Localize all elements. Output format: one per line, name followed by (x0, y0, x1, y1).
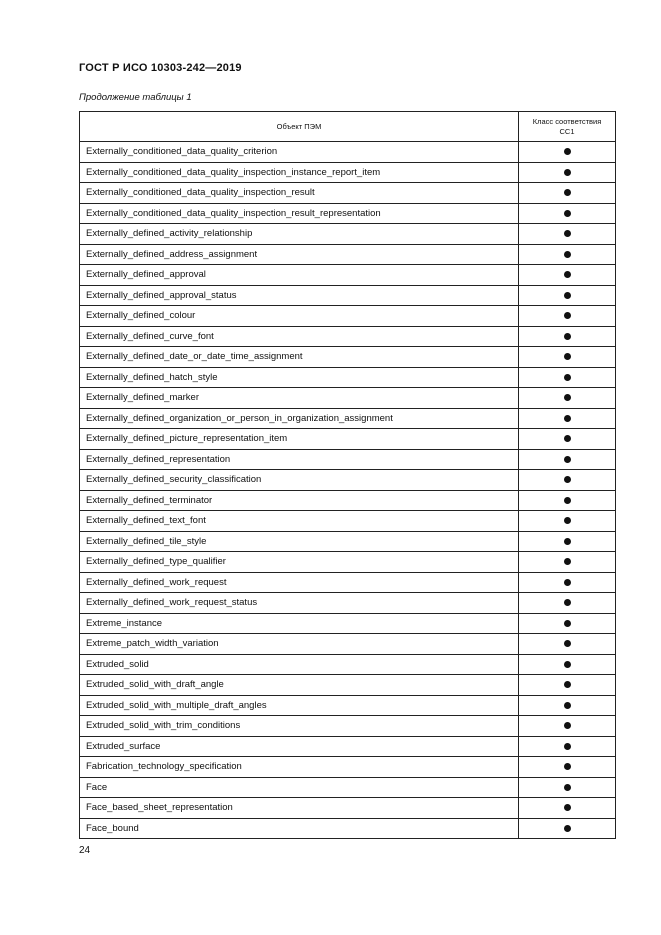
object-name-cell: Extruded_solid_with_draft_angle (80, 675, 519, 696)
filled-circle-icon (564, 456, 571, 463)
filled-circle-icon (564, 681, 571, 688)
filled-circle-icon (564, 599, 571, 606)
filled-circle-icon (564, 312, 571, 319)
conformance-mark-cell (519, 695, 616, 716)
conformance-mark-cell (519, 265, 616, 286)
object-name-cell: Face (80, 777, 519, 798)
table-row (80, 613, 616, 634)
table-row (80, 798, 616, 819)
table-row (80, 552, 616, 573)
table-row (80, 429, 616, 450)
object-name-cell: Externally_defined_hatch_style (80, 367, 519, 388)
object-name-cell: Externally_defined_activity_relationship (80, 224, 519, 245)
conformance-mark-cell (519, 306, 616, 327)
object-name-cell: Fabrication_technology_specification (80, 757, 519, 778)
object-name-cell: Externally_defined_terminator (80, 490, 519, 511)
table-row (80, 142, 616, 163)
object-name-cell: Extruded_solid (80, 654, 519, 675)
table-row (80, 367, 616, 388)
object-name-cell: Face_bound (80, 818, 519, 839)
filled-circle-icon (564, 743, 571, 750)
filled-circle-icon (564, 271, 571, 278)
object-name-cell: Externally_conditioned_data_quality_criterion (80, 142, 519, 163)
conformance-mark-cell (519, 224, 616, 245)
filled-circle-icon (564, 702, 571, 709)
page-number: 24 (79, 845, 91, 856)
filled-circle-icon (564, 333, 571, 340)
table-row (80, 675, 616, 696)
object-name-cell: Extruded_solid_with_trim_conditions (80, 716, 519, 737)
table-row (80, 531, 616, 552)
table-row (80, 695, 616, 716)
filled-circle-icon (564, 763, 571, 770)
filled-circle-icon (564, 804, 571, 811)
object-name-cell: Externally_conditioned_data_quality_inspection_result (80, 183, 519, 204)
object-name-cell: Externally_defined_curve_font (80, 326, 519, 347)
object-name-cell: Externally_defined_approval_status (80, 285, 519, 306)
object-name-cell: Externally_defined_approval (80, 265, 519, 286)
filled-circle-icon (564, 189, 571, 196)
conformance-mark-cell (519, 654, 616, 675)
conformance-mark-cell (519, 593, 616, 614)
filled-circle-icon (564, 579, 571, 586)
table-row (80, 572, 616, 593)
object-name-cell: Face_based_sheet_representation (80, 798, 519, 819)
object-name-cell: Extreme_patch_width_variation (80, 634, 519, 655)
table-row (80, 183, 616, 204)
conformance-mark-cell (519, 285, 616, 306)
table-row (80, 203, 616, 224)
conformance-mark-cell (519, 613, 616, 634)
table-row (80, 326, 616, 347)
table-row (80, 634, 616, 655)
filled-circle-icon (564, 210, 571, 217)
table-row (80, 470, 616, 491)
filled-circle-icon (564, 148, 571, 155)
conformance-mark-cell (519, 429, 616, 450)
conformance-mark-cell (519, 162, 616, 183)
filled-circle-icon (564, 435, 571, 442)
table-row (80, 716, 616, 737)
filled-circle-icon (564, 394, 571, 401)
object-name-cell: Extruded_surface (80, 736, 519, 757)
conformance-mark-cell (519, 552, 616, 573)
conformance-mark-cell (519, 572, 616, 593)
conformance-mark-cell (519, 818, 616, 839)
object-name-cell: Extreme_instance (80, 613, 519, 634)
object-name-cell: Externally_defined_text_font (80, 511, 519, 532)
filled-circle-icon (564, 251, 571, 258)
conformance-mark-cell (519, 531, 616, 552)
filled-circle-icon (564, 353, 571, 360)
table-row (80, 408, 616, 429)
conformance-mark-cell (519, 634, 616, 655)
filled-circle-icon (564, 415, 571, 422)
table-row (80, 162, 616, 183)
object-name-cell: Externally_defined_representation (80, 449, 519, 470)
conformance-mark-cell (519, 244, 616, 265)
table-row (80, 285, 616, 306)
filled-circle-icon (564, 169, 571, 176)
object-name-cell: Externally_defined_security_classification (80, 470, 519, 491)
document-standard-header: ГОСТ Р ИСО 10303-242—2019 (79, 62, 242, 74)
table-row (80, 306, 616, 327)
filled-circle-icon (564, 620, 571, 627)
table-caption: Продолжение таблицы 1 (79, 92, 192, 103)
conformance-mark-cell (519, 326, 616, 347)
conformance-mark-cell (519, 347, 616, 368)
filled-circle-icon (564, 784, 571, 791)
table-row (80, 818, 616, 839)
filled-circle-icon (564, 640, 571, 647)
conformance-mark-cell (519, 470, 616, 491)
table-row (80, 757, 616, 778)
filled-circle-icon (564, 374, 571, 381)
filled-circle-icon (564, 517, 571, 524)
conformance-table (79, 111, 616, 839)
column-header-object: Объект ПЭМ (80, 112, 519, 142)
conformance-mark-cell (519, 675, 616, 696)
table-row (80, 654, 616, 675)
filled-circle-icon (564, 292, 571, 299)
conformance-mark-cell (519, 203, 616, 224)
conformance-mark-cell (519, 798, 616, 819)
conformance-mark-cell (519, 388, 616, 409)
object-name-cell: Externally_defined_tile_style (80, 531, 519, 552)
conformance-mark-cell (519, 367, 616, 388)
table-row (80, 265, 616, 286)
object-name-cell: Externally_defined_picture_representation_item (80, 429, 519, 450)
filled-circle-icon (564, 497, 571, 504)
conformance-mark-cell (519, 183, 616, 204)
conformance-mark-cell (519, 777, 616, 798)
object-name-cell: Externally_conditioned_data_quality_inspection_result_representation (80, 203, 519, 224)
table-row (80, 347, 616, 368)
table-row (80, 224, 616, 245)
column-header-conformance-class-line1: Класс соответствия (532, 116, 602, 126)
filled-circle-icon (564, 661, 571, 668)
object-name-cell: Externally_defined_date_or_date_time_assignment (80, 347, 519, 368)
conformance-mark-cell (519, 449, 616, 470)
conformance-mark-cell (519, 511, 616, 532)
object-name-cell: Extruded_solid_with_multiple_draft_angles (80, 695, 519, 716)
table-row (80, 490, 616, 511)
filled-circle-icon (564, 538, 571, 545)
object-name-cell: Externally_defined_colour (80, 306, 519, 327)
table-row (80, 449, 616, 470)
object-name-cell: Externally_defined_address_assignment (80, 244, 519, 265)
filled-circle-icon (564, 722, 571, 729)
object-name-cell: Externally_defined_marker (80, 388, 519, 409)
filled-circle-icon (564, 476, 571, 483)
filled-circle-icon (564, 230, 571, 237)
object-name-cell: Externally_defined_work_request_status (80, 593, 519, 614)
object-name-cell: Externally_defined_work_request (80, 572, 519, 593)
table-row (80, 244, 616, 265)
column-header-conformance-class-line2: СС1 (559, 126, 575, 136)
table-row (80, 736, 616, 757)
table-row (80, 388, 616, 409)
filled-circle-icon (564, 558, 571, 565)
conformance-mark-cell (519, 716, 616, 737)
conformance-mark-cell (519, 757, 616, 778)
column-header-conformance-class (519, 112, 616, 142)
filled-circle-icon (564, 825, 571, 832)
conformance-mark-cell (519, 408, 616, 429)
object-name-cell: Externally_defined_organization_or_person_in_organization_assignment (80, 408, 519, 429)
conformance-mark-cell (519, 490, 616, 511)
conformance-mark-cell (519, 736, 616, 757)
object-name-cell: Externally_conditioned_data_quality_inspection_instance_report_item (80, 162, 519, 183)
table-header-row (80, 112, 616, 142)
table-row (80, 511, 616, 532)
table-row (80, 593, 616, 614)
table-body (80, 142, 616, 839)
object-name-cell: Externally_defined_type_qualifier (80, 552, 519, 573)
table-row (80, 777, 616, 798)
conformance-mark-cell (519, 142, 616, 163)
